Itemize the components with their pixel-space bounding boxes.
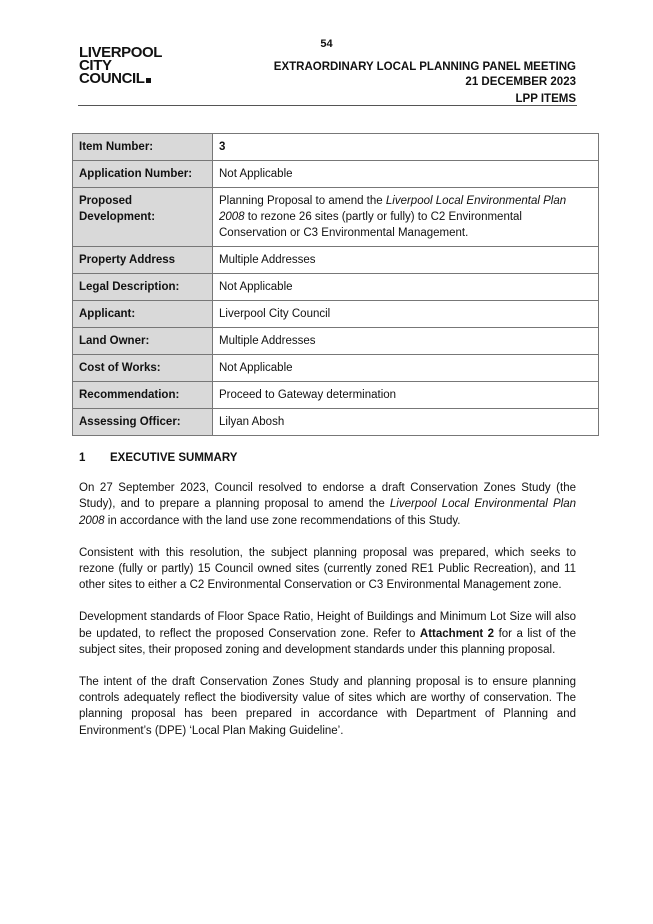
- paragraph-2: Consistent with this resolution, the subject planning proposal was prepared, which seeks to rezone (fully or partly) 15 Council owned sites (currently zoned RE1 Public Recreation), and 11 other sites to either a C2 Environmental Conservation or C3 Environmental Management zone.: [79, 546, 576, 592]
- paragraph-1: [79, 480, 576, 529]
- property-address-label: Property Address: [73, 247, 213, 274]
- item-number-value: 3: [213, 134, 599, 161]
- cost-of-works-label: Cost of Works:: [73, 355, 213, 382]
- item-details-table: [72, 133, 599, 436]
- table-row: [73, 355, 599, 382]
- legal-description-value: Not Applicable: [213, 274, 599, 301]
- table-row: [73, 328, 599, 355]
- paragraph-1-text-2: in accordance with the land use zone recommendations of this Study.: [104, 514, 461, 527]
- logo-line-2: CITY: [79, 57, 112, 74]
- meeting-title: EXTRAORDINARY LOCAL PLANNING PANEL MEETING: [273, 61, 576, 73]
- cost-of-works-value: Not Applicable: [213, 355, 599, 382]
- executive-summary: [79, 450, 576, 755]
- applicant-label: Applicant:: [73, 301, 213, 328]
- applicant-value: Liverpool City Council: [213, 301, 599, 328]
- plan-name: Liverpool Local Environmental Plan 2008: [219, 195, 567, 223]
- section-title: EXECUTIVE SUMMARY: [110, 452, 238, 464]
- legal-description-label: Legal Description:: [73, 274, 213, 301]
- header-divider: [78, 105, 577, 106]
- table-row: [73, 247, 599, 274]
- proposed-development-text-2: to rezone 26 sites (partly or fully) to C2 Environmental Conservation or C3 Environmental Management.: [219, 211, 522, 239]
- table-row: [73, 161, 599, 188]
- assessing-officer-value: Lilyan Abosh: [213, 409, 599, 436]
- paragraph-1-plan-name: Liverpool Local Environmental Plan 2008: [79, 498, 576, 527]
- table-row: [73, 188, 599, 247]
- paragraph-3-text-1: Development standards of Floor Space Ratio, Height of Buildings and Minimum Lot Size will also be updated, to reflect the proposed Conservation zone. Refer to: [79, 611, 576, 640]
- recommendation-value: Proceed to Gateway determination: [213, 382, 599, 409]
- recommendation-label: Recommendation:: [73, 382, 213, 409]
- item-number-label: Item Number:: [73, 134, 213, 161]
- logo-dot-icon: [146, 78, 151, 83]
- table-row: [73, 301, 599, 328]
- application-number-label: Application Number:: [73, 161, 213, 188]
- paragraph-3: [79, 609, 576, 658]
- table-row: [73, 409, 599, 436]
- land-owner-value: Multiple Addresses: [213, 328, 599, 355]
- paragraph-1-text-1: On 27 September 2023, Council resolved to endorse a draft Conservation Zones Study (the Study), and to prepare a planning proposal to amend the: [79, 482, 576, 511]
- paragraph-4: The intent of the draft Conservation Zones Study and planning proposal is to ensure planning controls adequately reflect the biodiversity value of sites which are worthy of conservation. The planning proposal has been prepared in accordance with Department of Planning and Environment’s (DPE) ‘Local Plan Making Guideline’.: [79, 676, 576, 737]
- section-heading: [79, 450, 576, 466]
- logo-line-1: LIVERPOOL: [79, 44, 163, 61]
- logo-line-3: COUNCIL: [79, 70, 145, 87]
- land-owner-label: Land Owner:: [73, 328, 213, 355]
- section-number: 1: [79, 452, 86, 464]
- assessing-officer-label: Assessing Officer:: [73, 409, 213, 436]
- table-row: [73, 274, 599, 301]
- proposed-development-value: [213, 188, 599, 247]
- table-row: [73, 134, 599, 161]
- section-label: LPP ITEMS: [515, 93, 576, 105]
- paragraph-3-text-2: for a list of the subject sites, their proposed zoning and development standards under this planning proposal.: [79, 627, 576, 656]
- page-header: [274, 60, 576, 107]
- property-address-value: Multiple Addresses: [213, 247, 599, 274]
- council-logo: [79, 46, 162, 85]
- proposed-development-text-1: Planning Proposal to amend the: [219, 195, 386, 207]
- proposed-development-label: Proposed Development:: [73, 188, 213, 247]
- meeting-date: 21 DECEMBER 2023: [465, 75, 576, 88]
- application-number-value: Not Applicable: [213, 161, 599, 188]
- page-number: 54: [320, 38, 333, 50]
- attachment-reference: Attachment 2: [419, 627, 495, 640]
- table-row: [73, 382, 599, 409]
